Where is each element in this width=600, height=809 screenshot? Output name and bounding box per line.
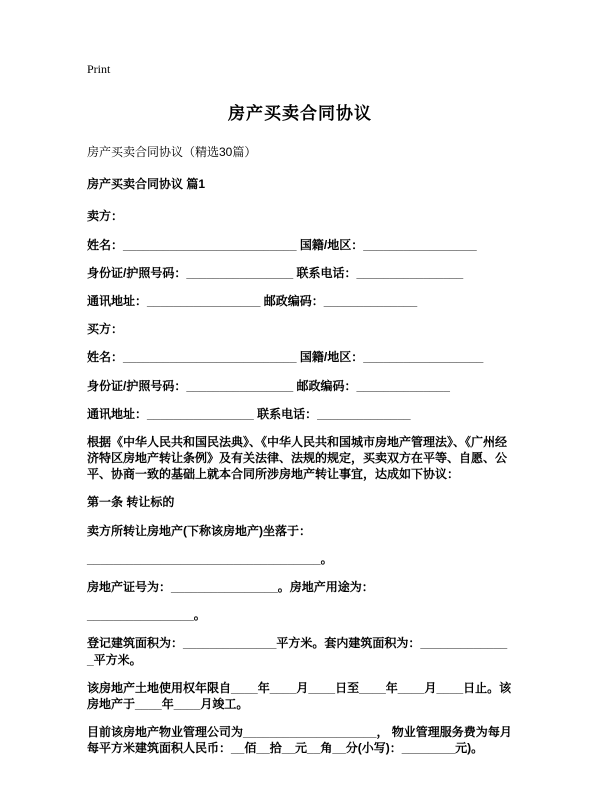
line-seller-id-phone: 身份证/护照号码：________________ 联系电话：________________: [87, 265, 464, 280]
print-link[interactable]: Print: [87, 62, 111, 76]
line-buyer-name-nationality: 姓名：__________________________ 国籍/地区：__________________: [87, 350, 484, 365]
line-seller-label: 卖方：: [87, 209, 124, 224]
line-buyer-id-zip: 身份证/护照号码：________________ 邮政编码：______________: [87, 378, 450, 393]
paragraph-legal-basis: 根据《中华人民共和国民法典》、《中华人民共和国城市房地产管理法》、《广州经济特区房地产转让条例》及有关法律、法规的规定，买卖双方在平等、自愿、公平、协商一致的基础上就本合同所涉房地产转让事宜，达成如下协议：: [87, 434, 508, 482]
line-location-blank: ___________________________________。: [87, 551, 333, 566]
line-usage-blank: ________________。: [87, 608, 206, 623]
page-title: 房产买卖合同协议: [228, 104, 372, 123]
line-seller-name-nationality: 姓名：__________________________ 国籍/地区：_________________: [87, 237, 477, 252]
line-property-location: 卖方所转让房地产(下称该房地产)坐落于：: [87, 523, 311, 538]
document-subtitle: 房产买卖合同协议（精选30篇）: [87, 145, 257, 159]
line-property-management: 目前该房地产物业管理公司为____________________， 物业管理服务费为每月每平方米建筑面积人民币：__佰__拾__元__角__分(小写)：________元)。: [87, 725, 512, 756]
line-certificate-usage: 房地产证号为：________________。房地产用途为：: [87, 580, 374, 594]
line-seller-address-zip: 通讯地址：_________________ 邮政编码：______________: [87, 293, 418, 308]
line-land-use-term: 该房地产土地使用权年限自____年____月____日至____年____月____日止。该房地产于____年____月竣工。: [87, 680, 512, 711]
line-buyer-label: 买方：: [87, 322, 124, 337]
section-heading: 房产买卖合同协议 篇1: [87, 177, 206, 192]
line-building-area: 登记建筑面积为：______________平方米。套内建筑面积为：______________平方米。: [87, 636, 508, 667]
heading-article-1: 第一条 转让标的: [87, 495, 175, 510]
line-buyer-address-phone: 通讯地址：________________ 联系电话：______________: [87, 406, 411, 421]
